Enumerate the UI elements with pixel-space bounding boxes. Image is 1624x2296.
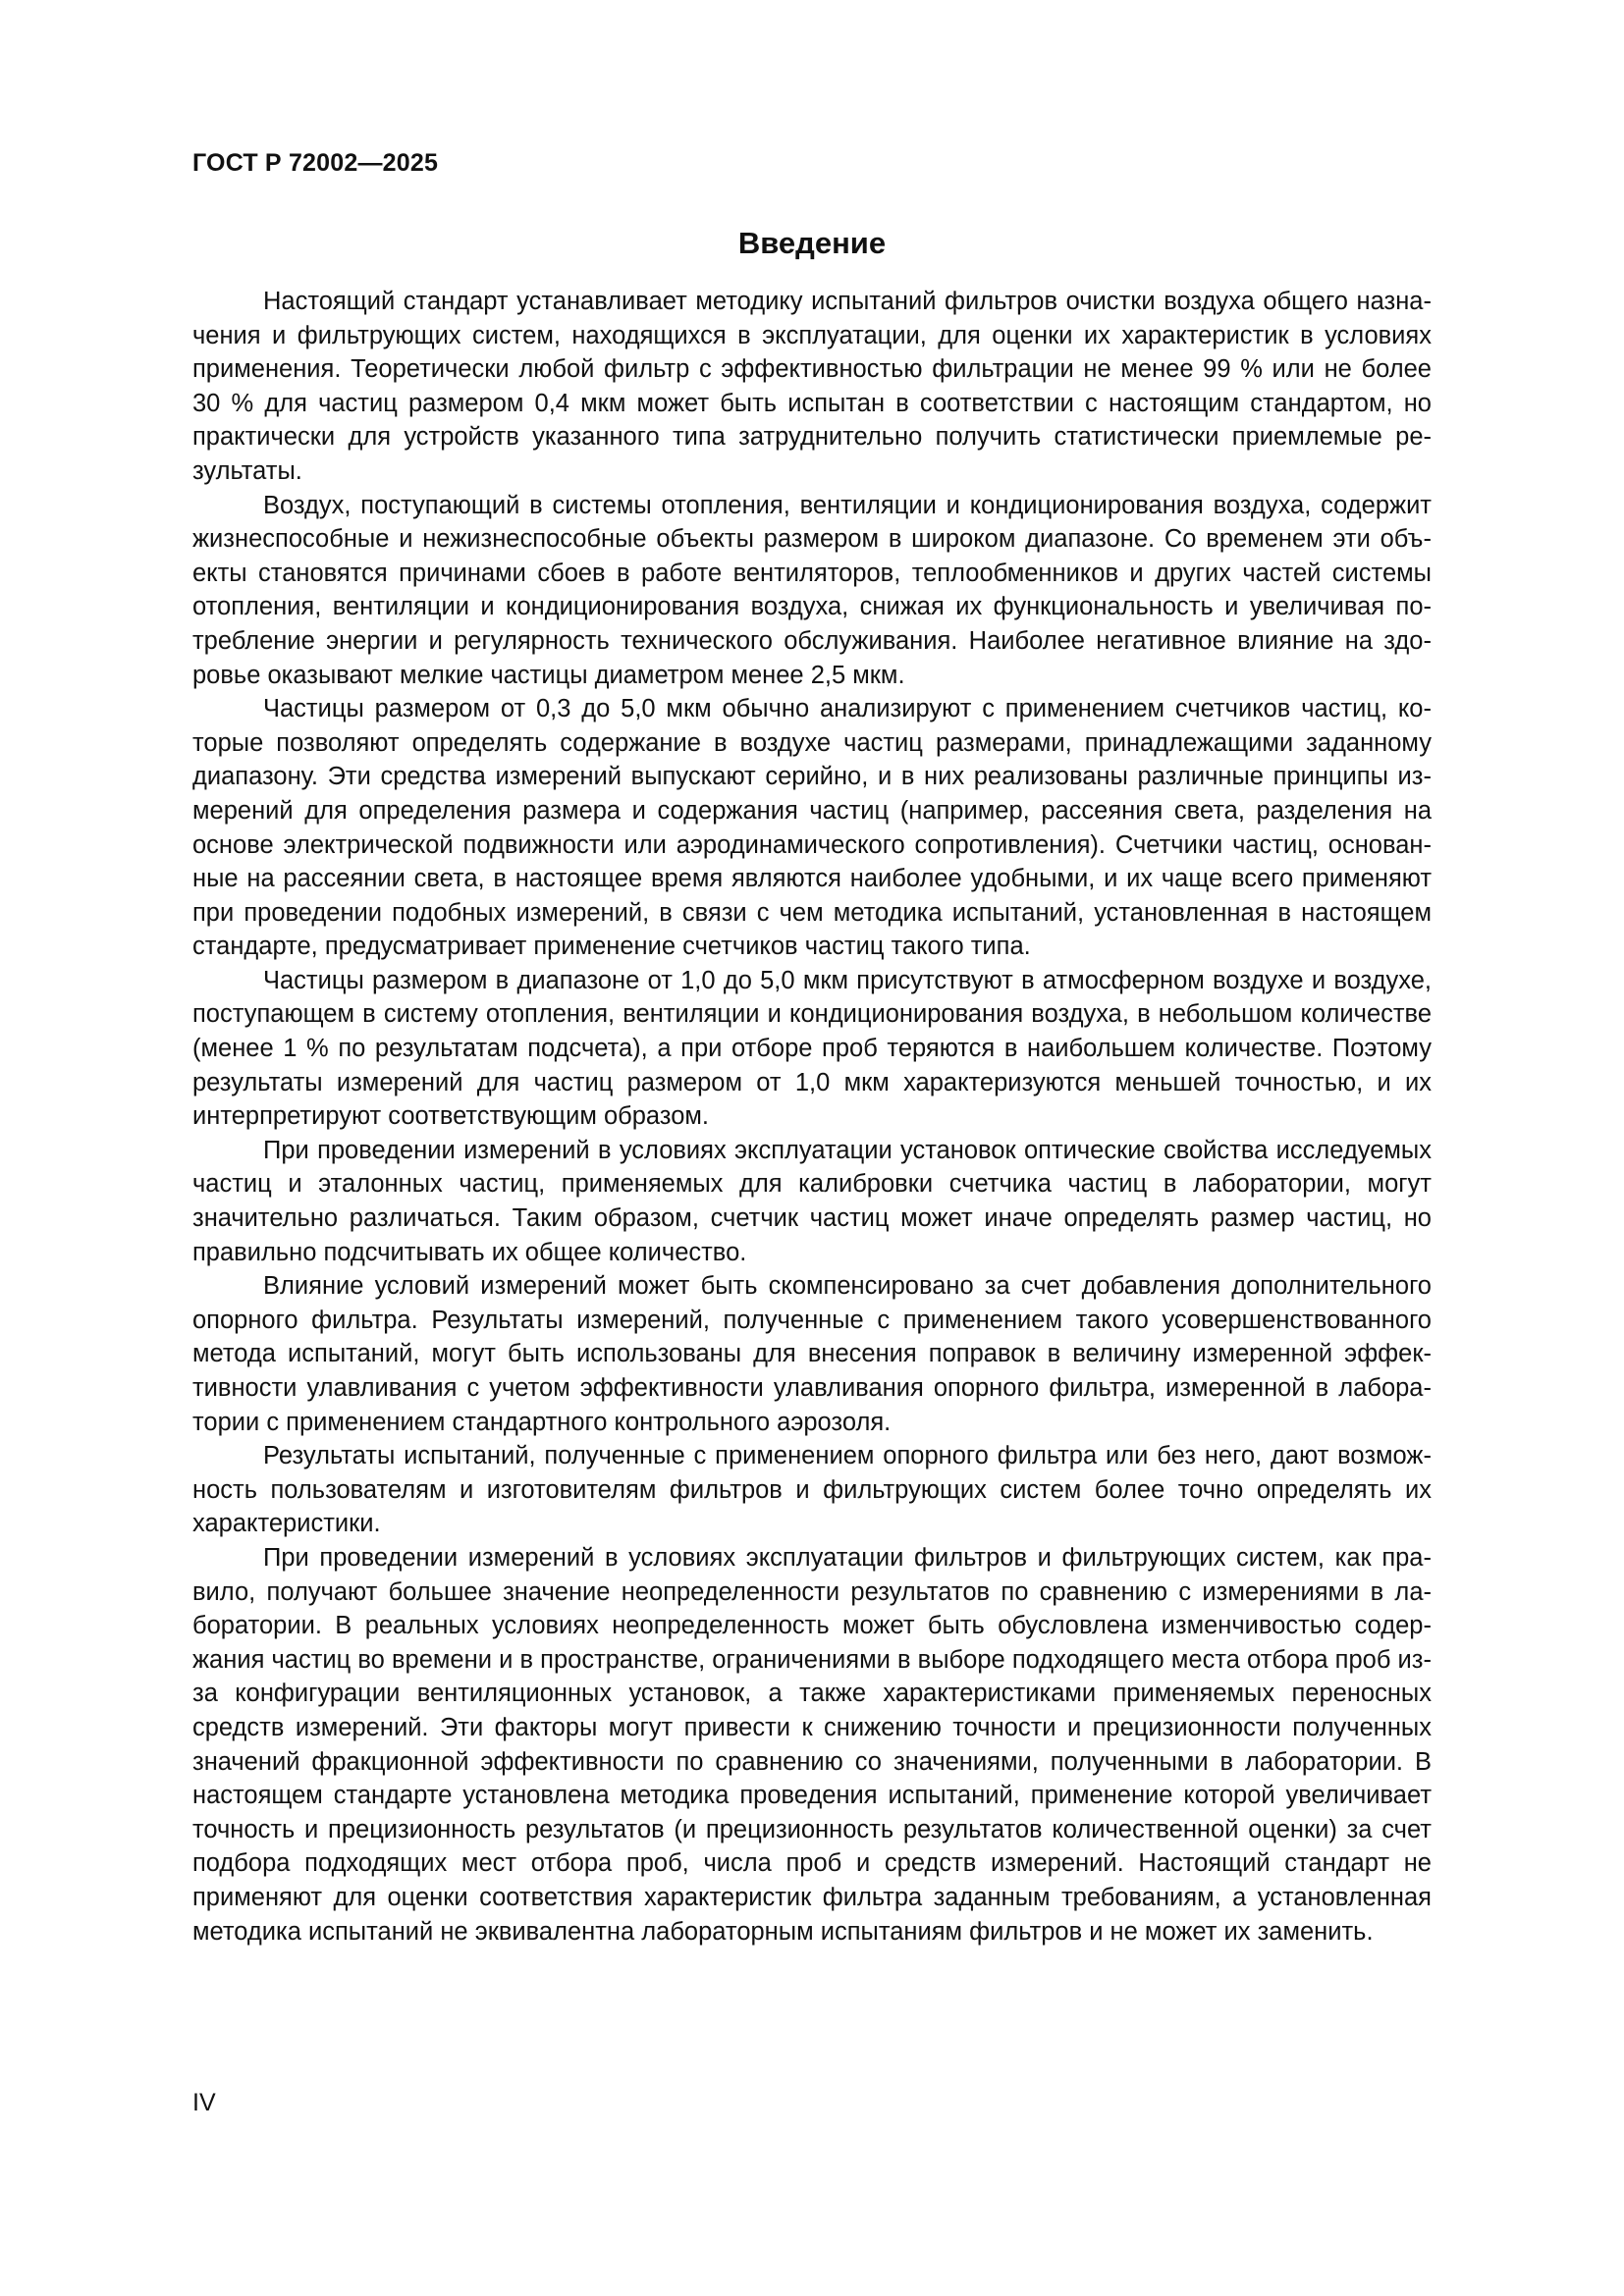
paragraph: Частицы размером в диапазоне от 1,0 до 5,0 мкм присутствуют в атмосферном воздухе и воздухе, поступающем в систему отопления, вентиляции и кондиционирования воздуха, в небольшом количестве (менее 1 % по результатам подсчета), а при отборе проб теряются в наибольшем количестве. Поэтому результаты измерений для частиц размером от 1,0 мкм характеризуются меньшей точностью, и их интерпретируют соответствующим образом. [192, 966, 1432, 1131]
paragraph: При проведении измерений в условиях эксплуатации установок оптические свойства исследуемых частиц и эталонных частиц, применяемых для калибровки счетчика частиц в лаборатории, могут значительно различаться. Таким образом, счетчик частиц может иначе определять размер частиц, но правильно подсчитывать их общее количество. [192, 1136, 1432, 1266]
paragraph: При проведении измерений в условиях эксплуатации фильтров и фильтрующих систем, как правило, получают большее значение неопределенности результатов по сравнению с измерениями в лаборатории. В реальных условиях неопределенность может быть обусловлена изменчивостью содержания частиц во времени и в пространстве, ограничениями в выборе подходящего места отбора проб из-за конфигурации вентиляционных установок, а также характеристиками применяемых переносных средств измерений. Эти факторы могут привести к снижению точности и прецизионности полученных значений фракционной эффективности по сравнению со значениями, полученными в лаборатории. В настоящем стандарте установлена методика проведения испытаний, применение которой увеличивает точность и прецизионность результатов (и прецизионность результатов количественной оценки) за счет подбора подходящих мест отбора проб, числа проб и средств измерений. Настоящий стандарт не применяют для оценки соответствия характеристик фильтра заданным требованиям, а установленная методика испытаний не эквивалентна лабораторным испытаниям фильтров и не может их заменить. [192, 1543, 1432, 1946]
section-title: Введение [737, 226, 887, 260]
paragraph: Влияние условий измерений может быть скомпенсировано за счет добавления дополнительного опорного фильтра. Результаты измерений, полученные с применением такого усовершенствованного метода испытаний, могут быть использованы для внесения поправок в величину измеренной эффективности улавливания с учетом эффективности улавливания опорного фильтра, измеренной в лаборатории с применением стандартного контрольного аэрозоля. [192, 1272, 1432, 1436]
paragraph: Воздух, поступающий в системы отопления, вентиляции и кондиционирования воздуха, содержит жизнеспособные и нежизнеспособные объекты размером в широком диапазоне. Со временем эти объекты становятся причинами сбоев в работе вентиляторов, теплообменников и других частей системы отопления, вентиляции и кондиционирования воздуха, снижая их функциональность и увеличивая потребление энергии и регулярность технического обслуживания. Наиболее негативное влияние на здоровье оказывают мелкие частицы диаметром менее 2,5 мкм. [192, 491, 1432, 689]
page-number: IV [192, 2089, 216, 2116]
paragraph: Частицы размером от 0,3 до 5,0 мкм обычно анализируют с применением счетчиков частиц, которые позволяют определять содержание в воздухе частиц размерами, принадлежащими заданному диапазону. Эти средства измерений выпускают серийно, и в них реализованы различные принципы измерений для определения размера и содержания частиц (например, рассеяния света, разделения на основе электрической подвижности или аэродинамического сопротивления). Счетчики частиц, основанные на рассеянии света, в настоящее время являются наиболее удобными, и их чаще всего применяют при проведении подобных измерений, в связи с чем методика испытаний, установленная в настоящем стандарте, предусматривает применение счетчиков частиц такого типа. [192, 695, 1432, 961]
document-header: ГОСТ Р 72002—2025 [192, 149, 439, 177]
paragraph: Настоящий стандарт устанавливает методику испытаний фильтров очистки воздуха общего назначения и фильтрующих систем, находящихся в эксплуатации, для оценки их характеристик в условиях применения. Теоретически любой фильтр с эффективностью фильтрации не менее 99 % или не более 30 % для частиц размером 0,4 мкм может быть испытан в соответствии с настоящим стандартом, но практически для устройств указанного типа затруднительно получить статистически приемлемые результаты. [192, 288, 1432, 485]
body-text [192, 285, 1432, 1949]
paragraph: Результаты испытаний, полученные с применением опорного фильтра или без него, дают возможность пользователям и изготовителям фильтров и фильтрующих систем более точно определять их характеристики. [192, 1442, 1432, 1538]
